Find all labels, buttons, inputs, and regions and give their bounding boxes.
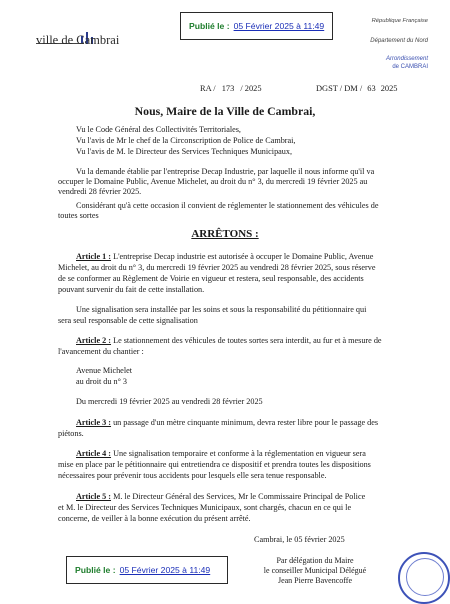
- lieu-line1: Avenue Michelet: [76, 366, 133, 375]
- article4-line2: mise en place par le pétitionnaire qui entretiendra ce dispositif et prendra toutes les dispositions: [58, 460, 371, 469]
- arretons-heading: ARRÊTONS :: [191, 228, 259, 240]
- article3-line1: Article 3 : un passage d'un mètre cinquante minimum, devra rester libre pour le passage des: [76, 418, 379, 427]
- article1-label: Article 1 :: [76, 252, 112, 261]
- periode: Du mercredi 19 février 2025 au vendredi 28 février 2025: [76, 397, 263, 406]
- article1-line1: Article 1 : L'entreprise Decap industrie est autorisée à occuper le Domaine Public, Avenue: [76, 252, 374, 261]
- article5-label: Article 5 :: [76, 492, 112, 501]
- considerant-line1: Considérant qu'à cette occasion il convient de réglementer le stationnement des véhicules de: [76, 201, 379, 210]
- article4-line3: nécessaires pour prévenir tous accidents pour lesquels elle sera tenue responsable.: [58, 471, 327, 480]
- lieu-line2: au droit du n° 3: [76, 377, 128, 386]
- reference-service: DGST / DM / 63 2025: [316, 84, 398, 93]
- signature-line2: le conseiller Municipal Délégué: [263, 566, 367, 575]
- signalisation-line1: Une signalisation sera installée par les soins et sous la responsabilité du pétitionnaire qui: [76, 305, 367, 314]
- article5-line3: concerne, de veiller à la bonne exécution du présent arrêté.: [58, 514, 251, 523]
- considerant-line2: toutes sortes: [58, 211, 99, 220]
- article1-line2: Michelet, au droit du n° 3, du mercredi 19 février 2025 au vendredi 28 février 2025, sous réserve: [58, 263, 376, 272]
- vu-3: Vu l'avis de M. le Directeur des Services Techniques Municipaux,: [76, 147, 293, 156]
- page-title: Nous, Maire de la Ville de Cambrai,: [134, 104, 316, 118]
- republique-francaise: République Française: [371, 18, 428, 24]
- article5-line2: et M. le Directeur des Services Techniques Municipaux, sont chargés, chacun en ce qui le: [58, 503, 352, 512]
- article2-line1: Article 2 : Le stationnement des véhicules de toutes sortes sera interdit, au fur et à mesure de: [76, 336, 382, 345]
- publication-stamp-top: [180, 12, 333, 40]
- article1-line3: de se conformer au Règlement de Voirie en vigueur et restera, seul responsable, des accidents: [58, 274, 364, 283]
- demande-line2: occuper le Domaine Public, Avenue Michelet, au droit du n° 3, du mercredi 19 février 2025 au: [58, 177, 368, 186]
- arrondissement-line1: Arrondissement: [385, 56, 428, 62]
- stamp-date-link[interactable]: 05 Février 2025 à 11:49: [233, 21, 325, 31]
- demande-line3: vendredi 28 février 2025.: [58, 187, 142, 196]
- publication-stamp-bottom: [66, 556, 228, 584]
- article5-line1: Article 5 : M. le Directeur Général des Services, Mr le Commissaire Principal de Police: [76, 492, 366, 501]
- departement: Département du Nord: [370, 38, 428, 44]
- place-date: Cambrai, le 05 février 2025: [254, 535, 345, 544]
- stamp-label: Publié le :: [189, 21, 230, 31]
- demande-line1: Vu la demande établie par l'entreprise Decap Industrie, par laquelle il nous informe qu'il va: [76, 167, 375, 176]
- official-seal-inner-icon: [406, 558, 444, 596]
- article2-line2: l'avancement du chantier :: [58, 347, 144, 356]
- signature-line3: Jean Pierre Bavencoffe: [277, 576, 353, 585]
- signature-line1: Par délégation du Maire: [276, 556, 354, 565]
- stamp-date-link-bottom[interactable]: 05 Février 2025 à 11:49: [119, 565, 211, 575]
- stamp-label-bottom: Publié le :: [75, 565, 116, 575]
- signalisation-line2: sera seul responsable de cette signalisation: [58, 316, 198, 325]
- reference-ra: RA / 173 / 2025: [200, 84, 262, 93]
- arrondissement-line2: de CAMBRAI: [392, 64, 428, 70]
- article2-label: Article 2 :: [76, 336, 112, 345]
- article3-label: Article 3 :: [76, 418, 112, 427]
- article1-line4: pouvant survenir du fait de cette installation.: [58, 285, 205, 294]
- vu-1: Vu le Code Général des Collectivités Territoriales,: [76, 125, 241, 134]
- ville-de-cambrai-logo: ville de Cambrai: [36, 33, 120, 47]
- vu-2: Vu l'avis de Mr le chef de la Circonscription de Police de Cambrai,: [76, 136, 296, 145]
- article4-label: Article 4 :: [76, 449, 112, 458]
- article4-line1: Article 4 : Une signalisation temporaire et conforme à la réglementation en vigueur sera: [76, 449, 366, 458]
- article3-line2: piétons.: [58, 429, 84, 438]
